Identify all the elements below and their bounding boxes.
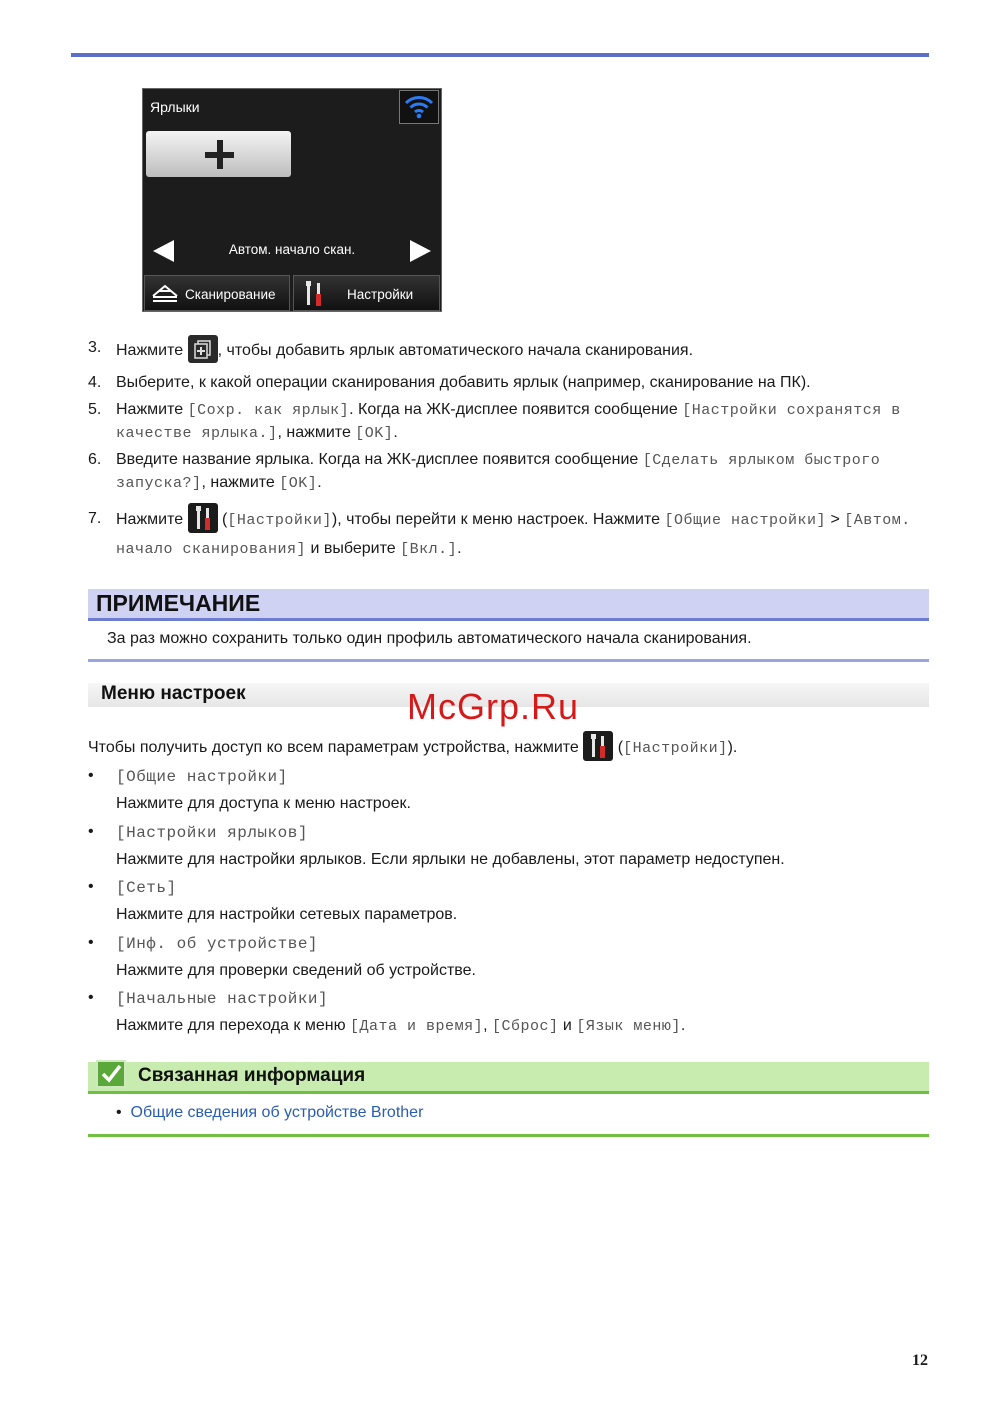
- brother-overview-link[interactable]: Общие сведения об устройстве Brother: [130, 1104, 424, 1121]
- settings-button[interactable]: [293, 275, 440, 311]
- menu-item-desc: Нажмите для доступа к меню настроек.: [116, 795, 411, 812]
- ui-code: [Настройки]: [227, 512, 332, 530]
- step-text: (: [217, 511, 228, 529]
- ui-code: [Вкл.]: [400, 541, 458, 559]
- desc-text: Нажмите для перехода к меню: [116, 1017, 351, 1034]
- related-info-title: Связанная информация: [138, 1065, 366, 1086]
- step-text: , нажмите: [277, 424, 356, 441]
- ui-code: [Дата и время]: [350, 1018, 484, 1035]
- related-link-item: • Общие сведения об устройстве Brother: [116, 1104, 424, 1121]
- menu-item-desc: Нажмите для настройки ярлыков. Если ярлыки не добавлены, этот параметр недоступен.: [116, 851, 785, 868]
- step-text: . Когда на ЖК-дисплее появится сообщение: [349, 401, 683, 418]
- intro-text: ).: [727, 739, 738, 757]
- ui-code: [Сделать ярлыком быстрого запуска?]: [116, 452, 881, 492]
- ui-code: [Настройки сохранятся в качестве ярлыка.]: [116, 402, 901, 442]
- ui-code: [OK]: [279, 475, 318, 492]
- settings-button-label: Настройки: [347, 287, 414, 302]
- step-number: 3.: [88, 339, 102, 356]
- page-number: 12: [912, 1352, 928, 1369]
- ui-code: [Сохр. как ярлык]: [187, 402, 350, 419]
- step-text: >: [826, 511, 845, 529]
- arrow-right-icon[interactable]: [410, 240, 431, 262]
- step-number: 4.: [88, 374, 102, 391]
- bullet-dot: •: [88, 934, 94, 951]
- ui-code: [Общие настройки]: [664, 512, 827, 530]
- bullet-dot: •: [88, 878, 94, 895]
- step-text: .: [457, 540, 462, 558]
- ui-code: [Автом. начало сканирования]: [116, 512, 911, 559]
- menu-item-shortcut-settings: [Настройки ярлыков]: [116, 824, 308, 842]
- ui-code: [Язык меню]: [576, 1018, 681, 1035]
- ui-code: [OK]: [355, 425, 394, 442]
- menu-item-initial-setup: [Начальные настройки]: [116, 990, 329, 1008]
- intro-text: Чтобы получить доступ ко всем параметрам устройства, нажмите: [88, 739, 584, 757]
- settings-tools-icon: [188, 503, 218, 533]
- menu-item-general-settings: [Общие настройки]: [116, 768, 288, 786]
- step-3: [88, 337, 933, 365]
- desc-text: и: [558, 1017, 577, 1034]
- bullet-dot: •: [88, 989, 94, 1006]
- add-shortcut-icon: [188, 335, 218, 363]
- menu-item-desc: Нажмите для проверки сведений об устройстве.: [116, 962, 476, 979]
- checkmark-icon: [96, 1060, 126, 1088]
- note-bottom-rule: [88, 659, 929, 662]
- ui-code: [Настройки]: [623, 740, 728, 758]
- lcd-title: Ярлыки: [150, 99, 200, 115]
- step-7: [88, 505, 933, 564]
- watermark: McGrp.Ru: [407, 686, 580, 727]
- desc-text: ,: [483, 1017, 492, 1034]
- step-text: , чтобы добавить ярлык автоматического начала сканирования.: [217, 342, 694, 360]
- step-text: Выберите, к какой операции сканирования добавить ярлык (например, сканирование на ПК).: [116, 374, 811, 391]
- note-title: ПРИМЕЧАНИЕ: [96, 590, 261, 616]
- step-text: Нажмите: [116, 342, 188, 360]
- tools-icon: [304, 280, 324, 308]
- scan-button[interactable]: [144, 275, 290, 311]
- bullet-dot: •: [88, 823, 94, 840]
- bullet-dot: •: [88, 767, 94, 784]
- add-shortcut-button[interactable]: [146, 131, 291, 177]
- step-text: .: [317, 474, 322, 491]
- note-text: За раз можно сохранить только один профиль автоматического начала сканирования.: [107, 630, 752, 647]
- lcd-screen: [142, 88, 442, 312]
- plus-icon-vertical: [217, 140, 223, 169]
- note-header-rule: [88, 618, 929, 621]
- step-text: ), чтобы перейти к меню настроек. Нажмите: [331, 511, 665, 529]
- menu-item-network: [Сеть]: [116, 879, 177, 897]
- top-rule: [71, 53, 929, 57]
- ui-code: [Сброс]: [491, 1018, 559, 1035]
- step-4: [88, 372, 933, 394]
- step-text: Введите название ярлыка. Когда на ЖК-дисплее появится сообщение: [116, 451, 643, 468]
- menu-item-machine-info: [Инф. об устройстве]: [116, 935, 319, 953]
- auto-start-scan-label: Автом. начало скан.: [228, 242, 356, 257]
- related-header-rule: [88, 1091, 929, 1094]
- step-5: [88, 399, 933, 445]
- menu-item-desc: [116, 1017, 685, 1035]
- step-text: Нажмите: [116, 511, 188, 529]
- scan-icon: [151, 284, 179, 304]
- settings-tools-icon: [583, 731, 613, 761]
- wifi-icon[interactable]: [399, 90, 439, 124]
- step-text: Нажмите: [116, 401, 188, 418]
- desc-text: .: [680, 1017, 686, 1034]
- step-text: , нажмите: [201, 474, 280, 491]
- step-number: 6.: [88, 451, 102, 468]
- step-number: 5.: [88, 401, 102, 418]
- menu-intro: [88, 733, 737, 763]
- step-number: 7.: [88, 510, 102, 527]
- menu-item-desc: Нажмите для настройки сетевых параметров.: [116, 906, 458, 923]
- step-text: .: [393, 424, 398, 441]
- intro-text: (: [613, 739, 624, 757]
- step-text: и выберите: [306, 540, 401, 558]
- step-6: [88, 449, 933, 495]
- scan-button-label: Сканирование: [185, 287, 276, 302]
- related-bottom-rule: [88, 1134, 929, 1137]
- menu-section-title: Меню настроек: [101, 683, 246, 704]
